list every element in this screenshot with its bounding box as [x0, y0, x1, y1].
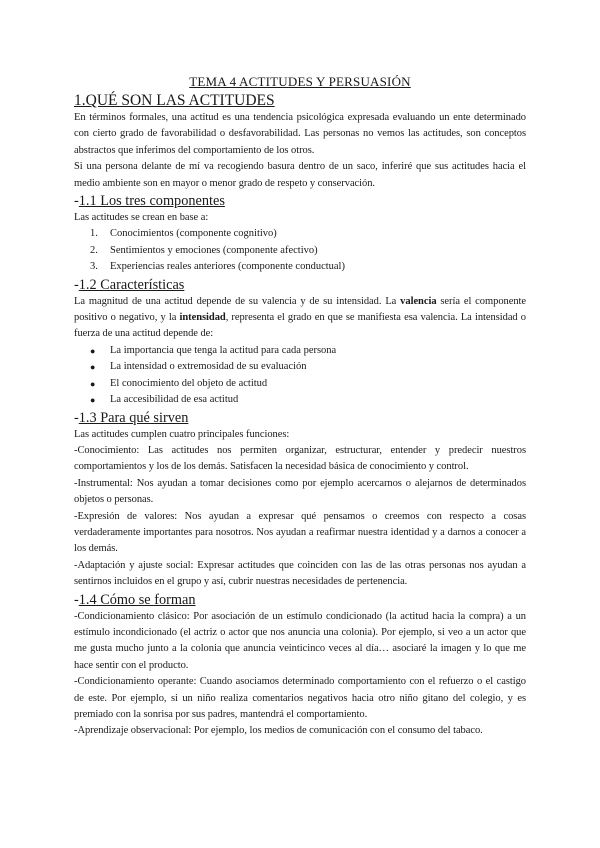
bullet-icon: ● [90, 395, 96, 406]
list-item [74, 259, 526, 275]
section-heading-1: 1.QUÉ SON LAS ACTITUDES [74, 92, 275, 109]
list-item-text: Experiencias reales anteriores (componente conductual) [110, 261, 345, 273]
list-item [74, 392, 526, 408]
numbered-list [74, 226, 526, 275]
list-item-text: La importancia que tenga la actitud para cada persona [110, 344, 337, 356]
list-item-text: Conocimientos (componente cognitivo) [110, 228, 277, 240]
paragraph: -Conocimiento: Las actitudes nos permiten organizar, estructurar, entender y predecir nuestros comportamientos y los de los demás. Satisfacen la necesidad básica de conocimiento y control. [74, 444, 526, 473]
bullet-icon: ● [90, 362, 96, 373]
list-item [74, 343, 526, 359]
list-number: 3. [90, 261, 98, 273]
bullet-icon: ● [90, 345, 96, 356]
list-number: 1. [90, 228, 98, 240]
list-item [74, 359, 526, 375]
paragraph: -Expresión de valores: Nos ayudan a expresar qué pensamos o creemos con respecto a cosas verdaderamente importantes para nosotros. Nos ayudan a reafirmar nuestra identidad y a darnos a conocer a los demás. [74, 510, 526, 555]
list-number: 2. [90, 244, 98, 256]
heading-text: 1.4 Cómo se forman [78, 591, 196, 608]
heading-prefix: - [74, 591, 79, 608]
paragraph: En términos formales, una actitud es una tendencia psicológica expresada evaluando un ente determinado con cierto grado de favorabilidad o desfavorabilidad. Las personas no vemos las actitudes, son conceptos abstractos que inferimos del comportamiento de los otros. [74, 112, 526, 156]
subsection-heading-1-4 [74, 592, 526, 609]
list-item-text: La accesibilidad de esa actitud [110, 394, 239, 406]
paragraph: -Condicionamiento operante: Cuando asociamos determinado comportamiento con el refuerzo o el castigo de este. Por ejemplo, si un niño realiza comentarios negativos hacia otro niño gitano del colegio, y es premiado con la sonrisa por sus padres, mantendrá el comportamiento. [74, 676, 526, 720]
list-item [74, 376, 526, 392]
bullet-list [74, 343, 526, 409]
heading-text: 1.1 Los tres componentes [78, 193, 225, 210]
text-run: sería el componente positivo o negativo, y la [74, 295, 527, 324]
paragraph: Si una persona delante de mí va recogiendo basura dentro de un saco, inferiré que sus actitudes hacia el medio ambiente son en mayor o menor grado de respeto y conservación. [74, 161, 526, 189]
paragraph: -Instrumental: Nos ayudan a tomar decisiones como por ejemplo acercarnos o alejarnos de determinados objetos o personas. [74, 477, 526, 506]
heading-text: 1.2 Características [78, 276, 185, 293]
paragraph: -Condicionamiento clásico: Por asociación de un estímulo condicionado (la actitud hacia la compra) a un estímulo incondicionado (el actriz o actor que nos anuncia una colonia). Por ejemplo, si veo a un actor que me gusta mucho junto a la colonia que anuncia veinticinco veces al día… asociaré la imagen y lo que me hace sentir con el producto. [74, 610, 526, 671]
document-body [74, 73, 526, 740]
list-item-text: La intensidad o extremosidad de su evaluación [110, 361, 307, 373]
subsection-heading-1-2 [74, 277, 526, 294]
heading-prefix: - [74, 409, 79, 426]
heading-prefix: - [74, 276, 79, 293]
text-run: , representa el grado en que se manifiesta esa valencia. La intensidad o fuerza de una actitud depende de: [74, 312, 526, 340]
heading-text: 1.3 Para qué sirven [78, 409, 189, 426]
paragraph: -Aprendizaje observacional: Por ejemplo, los medios de comunicación con el consumo del tabaco. [74, 725, 483, 737]
subsection-heading-1-1 [74, 193, 526, 210]
text-run: La magnitud de una actitud depende de su valencia y de su intensidad. La [74, 295, 401, 307]
list-item [74, 243, 526, 259]
heading-prefix: - [74, 193, 79, 210]
list-item [74, 226, 526, 242]
paragraph: Las actitudes cumplen cuatro principales funciones: [74, 428, 290, 440]
paragraph [74, 294, 526, 343]
list-item-text: El conocimiento del objeto de actitud [110, 377, 268, 389]
bullet-icon: ● [90, 378, 96, 389]
bold-term: intensidad [179, 312, 226, 324]
paragraph: -Adaptación y ajuste social: Expresar actitudes que coinciden con las de las otras personas nos ayudan a sentirnos incluidos en el grupo y así, cubrir nuestras necesidades de pertenencia. [74, 559, 526, 588]
list-item-text: Sentimientos y emociones (componente afectivo) [110, 244, 318, 256]
paragraph: Las actitudes se crean en base a: [74, 212, 209, 224]
subsection-heading-1-3 [74, 410, 526, 427]
document-title: TEMA 4 ACTITUDES Y PERSUASIÓN [189, 74, 411, 89]
bold-term: valencia [400, 295, 437, 307]
